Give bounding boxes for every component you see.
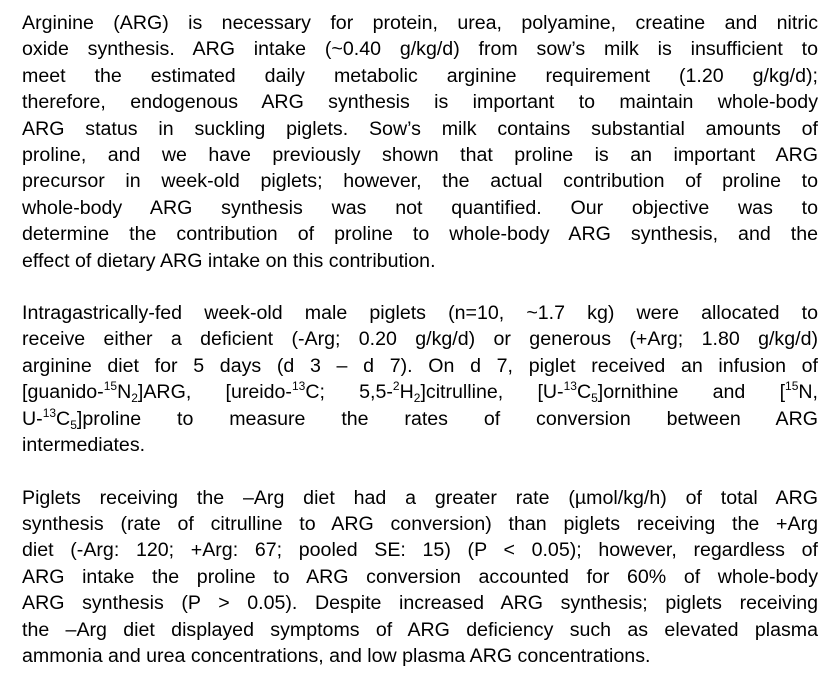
text-run: U- xyxy=(22,407,43,430)
text-line: Arginine (ARG) is necessary for protein, urea, polyamine, creatine and nitric xyxy=(22,12,818,34)
text-run: ]citrulline, [U- xyxy=(420,381,564,404)
text-line: diet (-Arg: 120; +Arg: 67; pooled SE: 15) (P < 0.05); however, regardless of xyxy=(22,539,818,562)
subscript: 2 xyxy=(131,391,138,406)
paragraph-background xyxy=(22,10,818,274)
superscript: 15 xyxy=(103,379,118,394)
text-run: C; 5,5- xyxy=(305,381,393,404)
text-run: H xyxy=(399,381,414,404)
text-run: ]ARG, [ureido- xyxy=(137,381,292,404)
subscript: 5 xyxy=(591,391,598,406)
paragraph-gap xyxy=(22,274,818,300)
text-line-isotopes xyxy=(22,379,818,405)
text-line: ammonia and urea concentrations, and low plasma ARG concentrations. xyxy=(22,644,651,667)
subscript: 5 xyxy=(70,417,77,432)
paragraph-methods xyxy=(22,300,818,458)
text-run: [guanido- xyxy=(22,381,104,404)
text-line: the –Arg diet displayed symptoms of ARG deficiency such as elevated plasma xyxy=(22,618,818,641)
subscript: 2 xyxy=(413,391,421,406)
text-line: Piglets receiving the –Arg diet had a greater rate (µmol/kg/h) of total ARG xyxy=(22,486,818,509)
paragraph-gap xyxy=(22,459,818,485)
text-line: Intragastrically-fed week-old male piglets (n=10, ~1.7 kg) were allocated to xyxy=(22,302,818,325)
text-line: oxide synthesis. ARG intake (~0.40 g/kg/d) from sow’s milk is insufficient to xyxy=(22,38,818,61)
text-run: N, xyxy=(798,381,818,404)
text-line: synthesis (rate of citrulline to ARG conversion) than piglets receiving the +Arg xyxy=(22,512,818,535)
text-line: whole-body ARG synthesis was not quantified. Our objective was to xyxy=(22,196,818,219)
abstract-text xyxy=(22,10,818,669)
superscript: 13 xyxy=(291,379,306,394)
text-run: C xyxy=(56,407,71,430)
text-line: ARG status in suckling piglets. Sow’s milk contains substantial amounts of xyxy=(22,117,818,140)
text-line-isotopes xyxy=(22,406,818,432)
superscript: 13 xyxy=(42,405,57,420)
text-line: meet the estimated daily metabolic arginine requirement (1.20 g/kg/d); xyxy=(22,64,818,87)
text-line: proline, and we have previously shown that proline is an important ARG xyxy=(22,144,818,167)
superscript: 13 xyxy=(563,379,577,394)
text-run: ]proline to measure the rates of conversion between ARG xyxy=(76,407,818,430)
text-line: intermediates. xyxy=(22,434,146,457)
text-line: receive either a deficient (-Arg; 0.20 g/kg/d) or generous (+Arg; 1.80 g/kg/d) xyxy=(22,328,818,351)
text-run: C xyxy=(576,381,592,404)
text-line: arginine diet for 5 days (d 3 – d 7). On d 7, piglet received an infusion of xyxy=(22,354,818,377)
superscript: 15 xyxy=(785,379,799,394)
text-line: ARG intake the proline to ARG conversion accounted for 60% of whole-body xyxy=(22,565,818,588)
text-run: N xyxy=(117,381,132,404)
paragraph-results xyxy=(22,485,818,670)
text-line: ARG synthesis (P > 0.05). Despite increased ARG synthesis; piglets receiving xyxy=(22,592,818,615)
text-line: therefore, endogenous ARG synthesis is important to maintain whole-body xyxy=(22,91,818,114)
text-line: precursor in week-old piglets; however, the actual contribution of proline to xyxy=(22,170,818,193)
text-line: effect of dietary ARG intake on this contribution. xyxy=(22,249,436,272)
text-run: ]ornithine and [ xyxy=(597,381,786,404)
text-line: determine the contribution of proline to whole-body ARG synthesis, and the xyxy=(22,223,818,246)
superscript: 2 xyxy=(392,379,400,394)
